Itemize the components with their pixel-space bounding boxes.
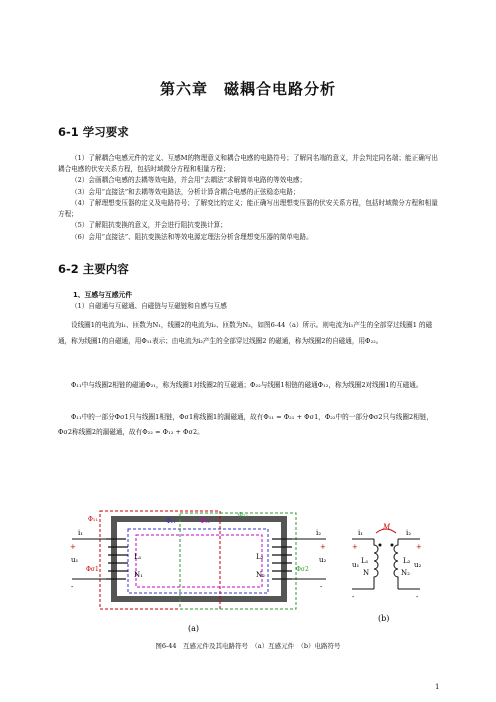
label-N1: N₁ bbox=[134, 571, 143, 579]
requirement-item-3: （3）会用“直接法”和去耦等效电路法，分析计算含耦合电感的正弦稳态电路； bbox=[71, 188, 300, 196]
paragraph-1: （1）自磁通与互磁通、自磁链与互磁链和自感与互感 bbox=[71, 302, 227, 310]
paragraph-4: Φ₁₁中的一部分Φσ1只与线圈1相链，Φσ1称线圈1的漏磁通，故有Φ₁₁ = Φ₂₁ + Φσ1，Φ₂₂中的一部分Φσ2只与线圈2相链，Φσ2称线圈2的漏磁通，故有Φ₂₂ = Φ₁₂ + Φσ2。 bbox=[58, 413, 433, 436]
requirement-item-2: （2）会画耦合电感的去耦等效电路，并会用“去耦法”求解简单电路的等效电感； bbox=[71, 176, 307, 184]
label-L2: L₂ bbox=[256, 553, 264, 561]
figure-6-44 bbox=[70, 509, 440, 643]
label-phi21: Φ₂₁ bbox=[166, 518, 176, 525]
label-i2: i₂ bbox=[316, 529, 322, 537]
label-a: (a) bbox=[188, 624, 200, 633]
b-label-minus-1: - bbox=[352, 593, 355, 601]
flux-path-12 bbox=[136, 535, 262, 587]
requirement-item-4: （4）了解理想变压器的定义及电路符号；了解变比的定义；能正确写出理想变压器的伏安关系方程，包括时域微分方程和相量方程； bbox=[58, 199, 438, 218]
label-b: (b) bbox=[378, 614, 390, 623]
b-label-u1: u₁ bbox=[352, 561, 360, 569]
label-N2: N₂ bbox=[256, 571, 265, 579]
b-label-minus-2: - bbox=[416, 593, 419, 601]
label-plus-2: + bbox=[320, 543, 326, 551]
b-label-N2: N₂ bbox=[401, 569, 410, 577]
label-minus-1: - bbox=[71, 583, 74, 591]
flux-path-21 bbox=[128, 529, 268, 593]
label-phi11: Φ₁₁ bbox=[88, 516, 98, 523]
label-phis2: Φσ2 bbox=[296, 566, 309, 573]
label-L1: L₁ bbox=[134, 553, 142, 561]
flux-path-11 bbox=[100, 511, 220, 609]
label-phi22: Φ₂₂ bbox=[238, 512, 248, 519]
label-phi12: Φ₁₂ bbox=[200, 518, 210, 525]
figure-a bbox=[70, 511, 327, 633]
figure-caption: 图6-44 互感元件及其电路符号 （a）互感元件 （b）电路符号 bbox=[155, 642, 341, 650]
paragraph-2: 设线圈1的电流为i₁、匝数为N₁，线圈2的电流为i₂、匝数为N₂，如图6-44（a）所示。则电流为i₁产生的全部穿过线圈1 的磁通，称为线圈1的自磁通，用Φ₁₁表示；由电流为i₂产生的全部穿过线圈2 的磁通，称为线圈2的自磁通，用Φ₂₂。 bbox=[58, 321, 433, 345]
label-u1: u₁ bbox=[71, 556, 79, 564]
paragraph-3: Φ₁₁中与线圈2相链的磁通Φ₂₁，称为线圈1对线圈2的互磁通；Φ₂₂与线圈1相链的磁通Φ₁₂，称为线圈2对线圈1的互磁通。 bbox=[71, 381, 423, 389]
label-minus-2: - bbox=[320, 583, 323, 591]
b-label-plus-1: + bbox=[352, 543, 358, 551]
requirement-item-1: （1）了解耦合电感元件的定义、互感M的物理意义和耦合电感的电路符号；了解同名端的意义，并会判定同名端；能正确写出耦合电感的伏安关系方程，包括时域微分方程和相量方程； bbox=[58, 154, 439, 173]
requirement-item-5: （5）了解阻抗变换的意义，并会进行阻抗变换计算； bbox=[71, 221, 227, 229]
b-label-N1: N bbox=[363, 569, 370, 577]
label-plus-1: + bbox=[70, 543, 76, 551]
b-dot-1 bbox=[379, 544, 382, 547]
figure-svg bbox=[70, 509, 440, 639]
flux-path-22 bbox=[180, 513, 296, 609]
b-coil-1 bbox=[374, 539, 378, 589]
page-number: 1 bbox=[435, 683, 440, 691]
b-label-L1: L₁ bbox=[361, 557, 369, 565]
section-heading-2: 6-2 主要内容 bbox=[58, 262, 129, 276]
chapter-title: 第六章 磁耦合电路分析 bbox=[159, 80, 336, 98]
b-label-u2: u₂ bbox=[414, 561, 422, 569]
label-phis1: Φσ1 bbox=[86, 566, 99, 573]
label-u2: u₂ bbox=[319, 556, 327, 564]
subsection-heading: 1、互感与互感元件 bbox=[73, 291, 133, 299]
requirement-item-6: （6）会用“直接法”、阻抗变换法和等效电源定理法分析含理想变压器的简单电路。 bbox=[71, 233, 313, 241]
b-label-plus-2: + bbox=[416, 543, 422, 551]
b-label-i2: i₂ bbox=[406, 529, 412, 537]
b-dot-2 bbox=[391, 544, 394, 547]
figure-b bbox=[352, 523, 422, 623]
section-heading-1: 6-1 学习要求 bbox=[58, 125, 129, 139]
b-coil-2 bbox=[394, 539, 398, 589]
b-label-L2: L₂ bbox=[403, 557, 411, 565]
b-label-M: M bbox=[383, 523, 391, 531]
b-label-i1: i₁ bbox=[358, 529, 364, 537]
label-i1: i₁ bbox=[78, 529, 84, 537]
